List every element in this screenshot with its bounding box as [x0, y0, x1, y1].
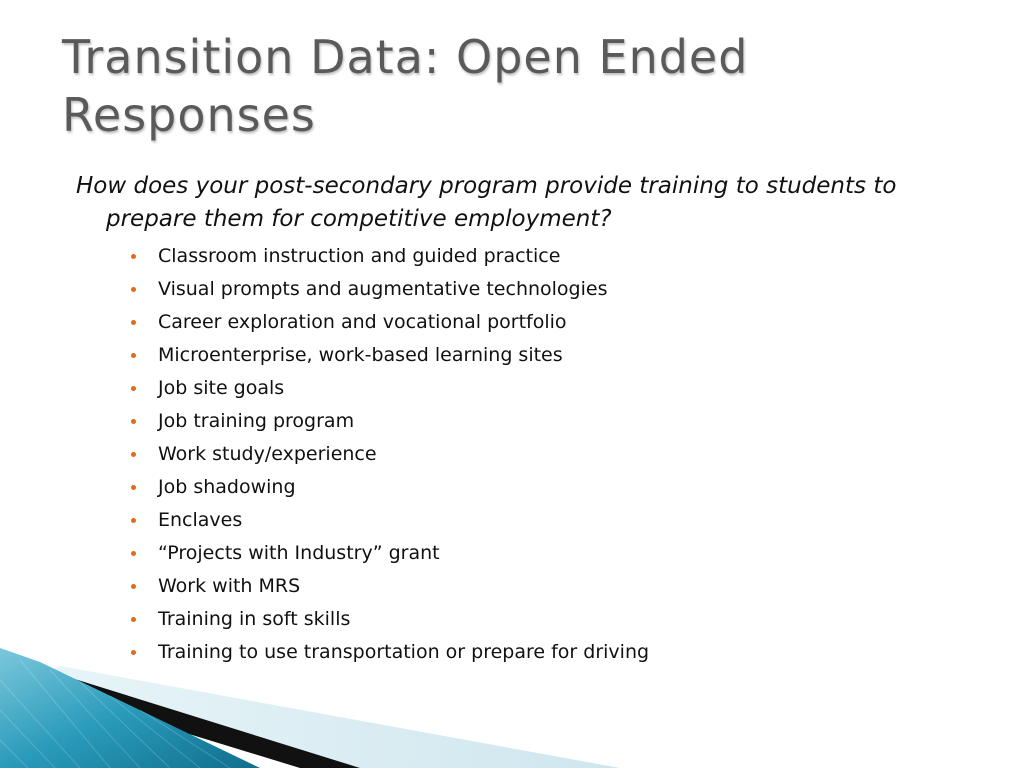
slide-title: Transition Data: Open Ended Responses — [62, 30, 749, 142]
bullet-dot-icon — [131, 584, 136, 589]
bullet-dot-icon — [131, 452, 136, 457]
bullet-item — [130, 372, 649, 405]
bullet-text: Job site goals — [158, 377, 285, 399]
bullet-text: Visual prompts and augmentative technologies — [158, 278, 608, 300]
bullet-dot-icon — [131, 551, 136, 556]
bullet-item — [130, 273, 649, 306]
bullet-text: Work with MRS — [158, 575, 301, 597]
bullet-text: Enclaves — [158, 509, 243, 531]
bullet-text: Work study/experience — [158, 443, 377, 465]
bullet-item — [130, 570, 649, 603]
bullet-item — [130, 537, 649, 570]
bullet-text: Job training program — [158, 410, 355, 432]
bullet-item — [130, 603, 649, 636]
bullet-item — [130, 405, 649, 438]
bullet-dot-icon — [131, 617, 136, 622]
bullet-dot-icon — [131, 320, 136, 325]
bullet-item — [130, 339, 649, 372]
bullet-text: Job shadowing — [158, 476, 296, 498]
bullet-item — [130, 438, 649, 471]
bullet-text: Training to use transportation or prepare for driving — [158, 641, 650, 663]
bullet-item — [130, 471, 649, 504]
bullet-item — [130, 504, 649, 537]
bullet-dot-icon — [131, 353, 136, 358]
bullet-list — [130, 240, 649, 669]
bullet-dot-icon — [131, 386, 136, 391]
bullet-text: “Projects with Industry” grant — [158, 542, 440, 564]
bullet-dot-icon — [131, 485, 136, 490]
bullet-text: Microenterprise, work-based learning sites — [158, 344, 563, 366]
bullet-text: Career exploration and vocational portfolio — [158, 311, 567, 333]
slide-question: How does your post-secondary program provide training to students to prepare them for competitive employment? — [76, 173, 897, 232]
bullet-text: Classroom instruction and guided practice — [158, 245, 561, 267]
bullet-text: Training in soft skills — [158, 608, 351, 630]
corner-swoosh-decoration — [0, 640, 620, 768]
bullet-dot-icon — [131, 419, 136, 424]
bullet-item — [130, 306, 649, 339]
bullet-dot-icon — [131, 287, 136, 292]
bullet-dot-icon — [131, 518, 136, 523]
bullet-dot-icon — [131, 254, 136, 259]
bullet-item — [130, 240, 649, 273]
